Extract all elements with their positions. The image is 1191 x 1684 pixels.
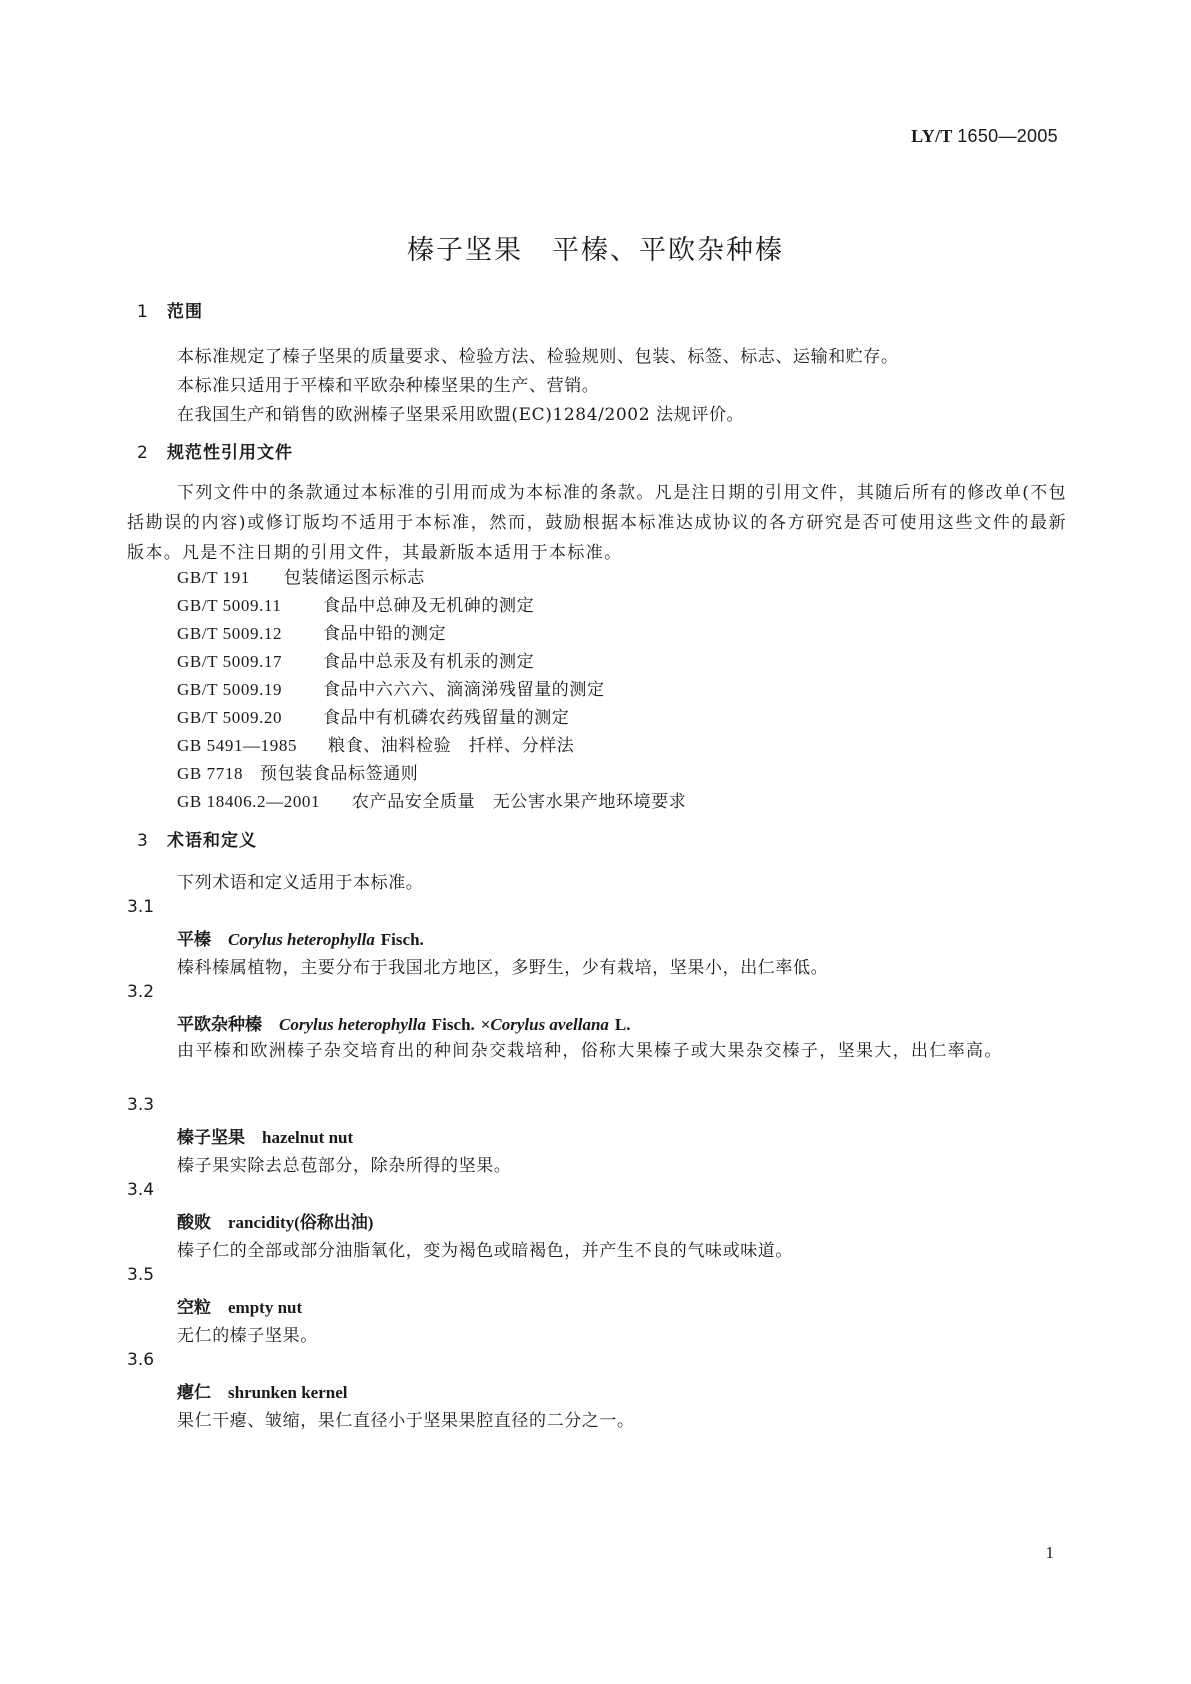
standard-code-number: 1650—2005 <box>957 126 1058 146</box>
section-heading-scope <box>137 297 203 322</box>
standard-code-prefix: LY/T <box>911 126 953 146</box>
term-heading: 瘪仁 shrunken kernel <box>177 1383 348 1403</box>
reference-item: GB 18406.2—2001 农产品安全质量 无公害水果产地环境要求 <box>177 792 687 812</box>
section-heading-terms-definitions <box>137 826 257 851</box>
page-number: 1 <box>1045 1543 1054 1562</box>
section-title: 范围 <box>167 302 203 322</box>
section-title: 术语和定义 <box>167 831 257 851</box>
term-definition: 榛子仁的全部或部分油脂氧化，变为褐色或暗褐色，并产生不良的气味或味道。 <box>177 1241 793 1261</box>
term-heading: 榛子坚果 hazelnut nut <box>177 1128 354 1148</box>
reference-item: GB 7718 预包装食品标签通则 <box>177 764 419 784</box>
term-heading: 空粒 empty nut <box>177 1298 303 1318</box>
term-heading: 平榛 Corylus heterophylla Fisch. <box>177 930 424 950</box>
section-title: 规范性引用文件 <box>167 443 293 463</box>
reference-item: GB/T 191 包装储运图示标志 <box>177 568 425 588</box>
clause-number: 3.6 <box>127 1350 155 1370</box>
clause-number: 3.5 <box>127 1265 155 1285</box>
reference-item: GB 5491—1985 粮食、油料检验 扦样、分样法 <box>177 736 575 756</box>
clause-number: 3.3 <box>127 1095 155 1115</box>
section-number: 1 <box>137 302 149 322</box>
reference-item: GB/T 5009.17 食品中总汞及有机汞的测定 <box>177 652 535 672</box>
section-number: 3 <box>137 831 149 851</box>
term-heading: 平欧杂种榛 Corylus heterophylla Fisch. ×Corylus avellana L. <box>177 1015 631 1035</box>
term-definition: 榛子果实除去总苞部分，除杂所得的坚果。 <box>177 1156 512 1176</box>
section-heading-normative-references <box>137 438 293 463</box>
term-definition: 无仁的榛子坚果。 <box>177 1326 318 1346</box>
section-number: 2 <box>137 443 149 463</box>
clause-number: 3.2 <box>127 982 155 1002</box>
clause-number: 3.4 <box>127 1180 155 1200</box>
standard-code <box>911 126 1058 147</box>
scope-paragraph: 本标准规定了榛子坚果的质量要求、检验方法、检验规则、包装、标签、标志、运输和贮存。 <box>177 347 899 367</box>
normative-references-intro: 下列文件中的条款通过本标准的引用而成为本标准的条款。凡是注日期的引用文件，其随后所有的修改单(不包括勘误的内容)或修订版均不适用于本标准，然而，鼓励根据本标准达成协议的各方研究是否可使用这些文件的最新版本。凡是不注日期的引用文件，其最新版本适用于本标准。 <box>127 483 1067 563</box>
reference-item: GB/T 5009.12 食品中铅的测定 <box>177 624 447 644</box>
scope-paragraph: 本标准只适用于平榛和平欧杂种榛坚果的生产、营销。 <box>177 376 600 396</box>
term-heading: 酸败 rancidity(俗称出油) <box>177 1213 374 1233</box>
term-definition: 果仁干瘪、皱缩，果仁直径小于坚果果腔直径的二分之一。 <box>177 1411 635 1431</box>
reference-item: GB/T 5009.11 食品中总砷及无机砷的测定 <box>177 596 535 616</box>
scope-paragraph: 在我国生产和销售的欧洲榛子坚果采用欧盟(EC)1284/2002 法规评价。 <box>177 405 745 425</box>
document-title: 榛子坚果 平榛、平欧杂种榛 <box>407 235 784 266</box>
reference-item: GB/T 5009.20 食品中有机磷农药残留量的测定 <box>177 708 570 728</box>
reference-item: GB/T 5009.19 食品中六六六、滴滴涕残留量的测定 <box>177 680 605 700</box>
terms-intro: 下列术语和定义适用于本标准。 <box>177 873 424 893</box>
term-definition: 榛科榛属植物，主要分布于我国北方地区，多野生，少有栽培，坚果小，出仁率低。 <box>177 958 829 978</box>
term-definition: 由平榛和欧洲榛子杂交培育出的种间杂交栽培种，俗称大果榛子或大果杂交榛子，坚果大，出仁率高。 <box>177 1041 1003 1061</box>
clause-number: 3.1 <box>127 897 155 917</box>
